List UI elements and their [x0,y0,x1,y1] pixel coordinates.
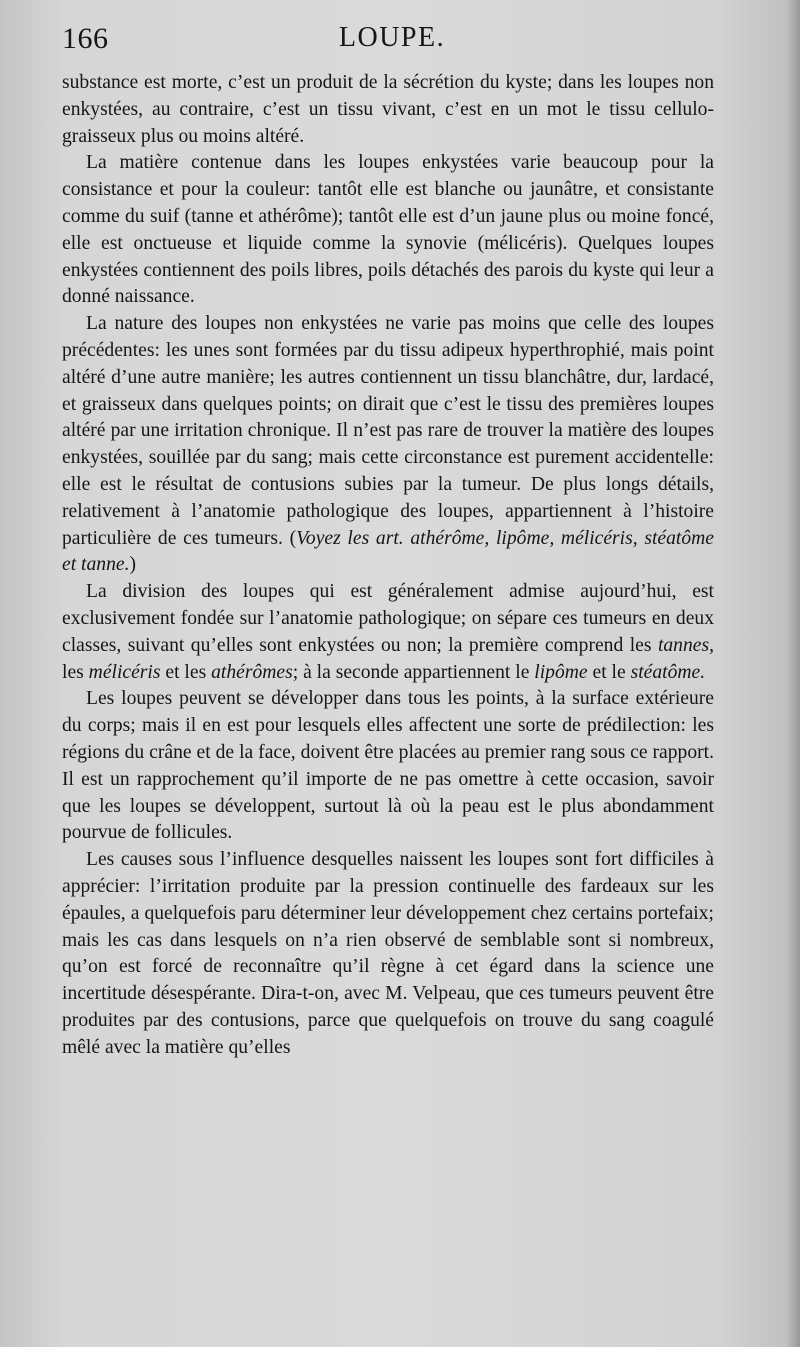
paragraph [62,686,714,847]
page-edge-shadow [786,0,800,1347]
italic-text: Voyez les art. athérôme, lipôme, mélicéris, stéatôme et tanne. [62,527,715,576]
text-run: ; à la seconde appartiennent le [292,661,535,683]
text-run: substance est morte, c’est un produit de la sécrétion du kyste; dans les loupes non enkystées, au contraire, c’est un tissu vivant, c’est en un mot le tissu cellulo-graisseux plus ou moins altéré. [62,72,714,147]
paragraph [62,847,714,1061]
paragraph [62,70,714,150]
italic-text: mélicéris [88,661,161,683]
page-header [62,22,722,58]
running-title: LOUPE. [338,22,446,53]
text-run: La nature des loupes non enkystées ne varie pas moins que celle des loupes précédentes: les unes sont formées par du tissu adipeux hyperthrophié, mais point altéré d’une autre manière; les autres contiennent un tissu blanchâtre, dur, lardacé, et graisseux dans quelques points; on dirait que c’est le tissu des premières loupes altéré par une irritation chronique. Il n’est pas rare de trouver la matière des loupes enkystées, souillée par du sang; mais cette circonstance est purement accidentelle: elle est le résultat de contusions subies par la tumeur. De plus longs détails, relativement à l’anatomie pathologique des loupes, appartiennent à l’histoire particulière de ces tumeurs. ( [62,313,714,549]
paragraph [62,579,714,686]
text-run: les [62,661,89,683]
text-run: et les [160,661,212,683]
body-text [62,70,714,1061]
text-run: La matière contenue dans les loupes enkystées varie beaucoup pour la consistance et pour la couleur: tantôt elle est blanche ou jaunâtre, et consistante comme du suif (tanne et athérôme); tantôt elle est d’un jaune plus ou moine foncé, elle est onctueuse et liquide comme la synovie (mélicéris). Quelques loupes enkystées contiennent des poils libres, poils détachés des parois du kyste qui leur a donné naissance. [62,152,714,308]
italic-text: stéatôme. [630,661,706,683]
text-run: Les loupes peuvent se développer dans tous les points, à la surface extérieure du corps; mais il en est pour lesquels elles affectent une sorte de prédilection: les régions du crâne et de la face, doivent être placées au premier rang sous ce rapport. Il est un rapprochement qu’il importe de ne pas omettre à cette occasion, savoir que les loupes se développent, surtout là où la peau est le plus abondamment pourvue de follicules. [62,688,714,844]
text-run: ) [129,554,136,576]
text-run: et le [587,661,631,683]
text-run: Les causes sous l’influence desquelles naissent les loupes sont fort difficiles à apprécier: l’irritation produite par la pression continuelle des fardeaux sur les épaules, a quelquefois paru déterminer leur développement chez certains portefaix; mais les cas dans lesquels on n’a rien observé de semblable sont si nombreux, qu’on est forcé de reconnaître qu’il règne à cet égard dans la science une incertitude désespérante. Dira-t-on, avec M. Velpeau, que ces tumeurs peuvent être produites par des contusions, parce que quelquefois on trouve du sang coagulé mêlé avec la matière qu’elles [62,849,714,1058]
italic-text: tannes, [657,634,714,656]
page-number: 166 [62,22,109,55]
paragraph [62,150,714,311]
italic-text: athérômes [211,661,293,683]
text-run: La division des loupes qui est généralement admise aujourd’hui, est exclusivement fondée sur l’anatomie pathologique; on sépare ces tumeurs en deux classes, suivant qu’elles sont enkystées ou non; la première comprend les [62,581,714,656]
paragraph [62,311,714,579]
italic-text: lipôme [534,661,588,683]
